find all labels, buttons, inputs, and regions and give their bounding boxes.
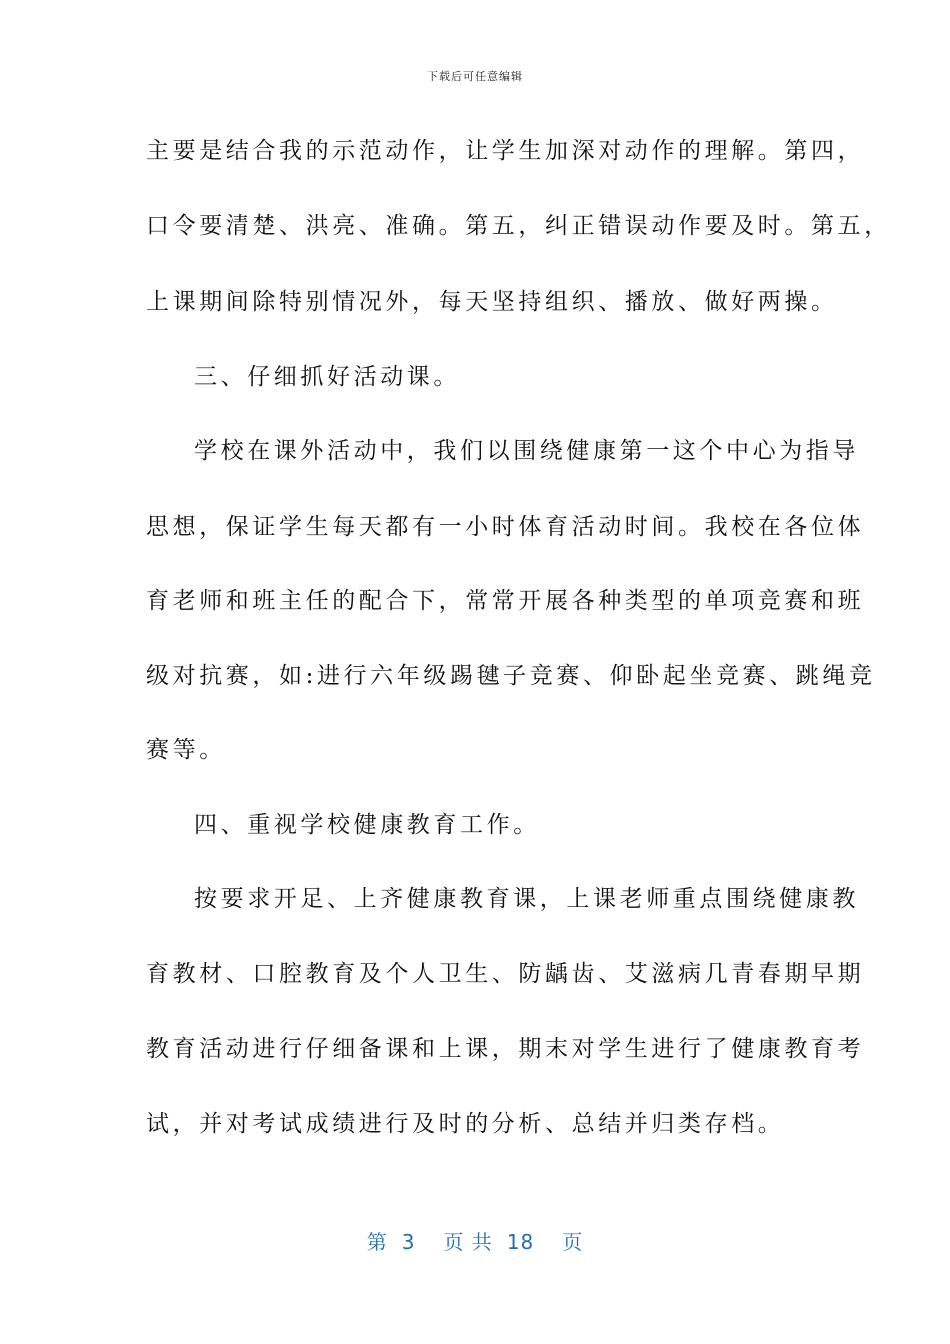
text-line: 思想，保证学生每天都有一小时体育活动时间。我校在各位体	[146, 514, 865, 540]
text-line: 育老师和班主任的配合下，常常开展各种类型的单项竞赛和班	[146, 588, 865, 614]
page-label-ye-gong: 页 共	[443, 1230, 493, 1254]
total-page-count: 18	[506, 1230, 535, 1254]
current-page-number: 3	[401, 1230, 416, 1254]
text-line: 上课期间除特别情况外，每天坚持组织、播放、做好两操。	[146, 289, 838, 315]
text-line: 主要是结合我的示范动作，让学生加深对动作的理解。第四，	[146, 138, 865, 164]
text-line: 育教材、口腔教育及个人卫生、防龋齿、艾滋病几青春期早期	[146, 961, 865, 987]
section-heading: 四、重视学校健康教育工作。	[194, 812, 540, 838]
text-line: 教育活动进行仔细备课和上课，期末对学生进行了健康教育考	[146, 1036, 865, 1062]
section-heading: 三、仔细抓好活动课。	[194, 364, 460, 390]
page-label-ye: 页	[562, 1230, 584, 1254]
text-line: 级对抗赛，如:进行六年级踢毽子竞赛、仰卧起坐竞赛、跳绳竞	[146, 663, 876, 689]
header-note: 下载后可任意编辑	[427, 70, 523, 83]
text-line: 赛等。	[146, 737, 226, 763]
page-label-di: 第	[366, 1230, 388, 1254]
page-footer	[0, 1226, 950, 1255]
text-line: 口令要清楚、洪亮、准确。第五，纠正错误动作要及时。第五，	[146, 213, 891, 239]
text-line: 学校在课外活动中，我们以围绕健康第一这个中心为指导	[194, 438, 859, 464]
text-line: 试，并对考试成绩进行及时的分析、总结并归类存档。	[146, 1111, 785, 1137]
text-line: 按要求开足、上齐健康教育课，上课老师重点围绕健康教	[194, 886, 859, 912]
